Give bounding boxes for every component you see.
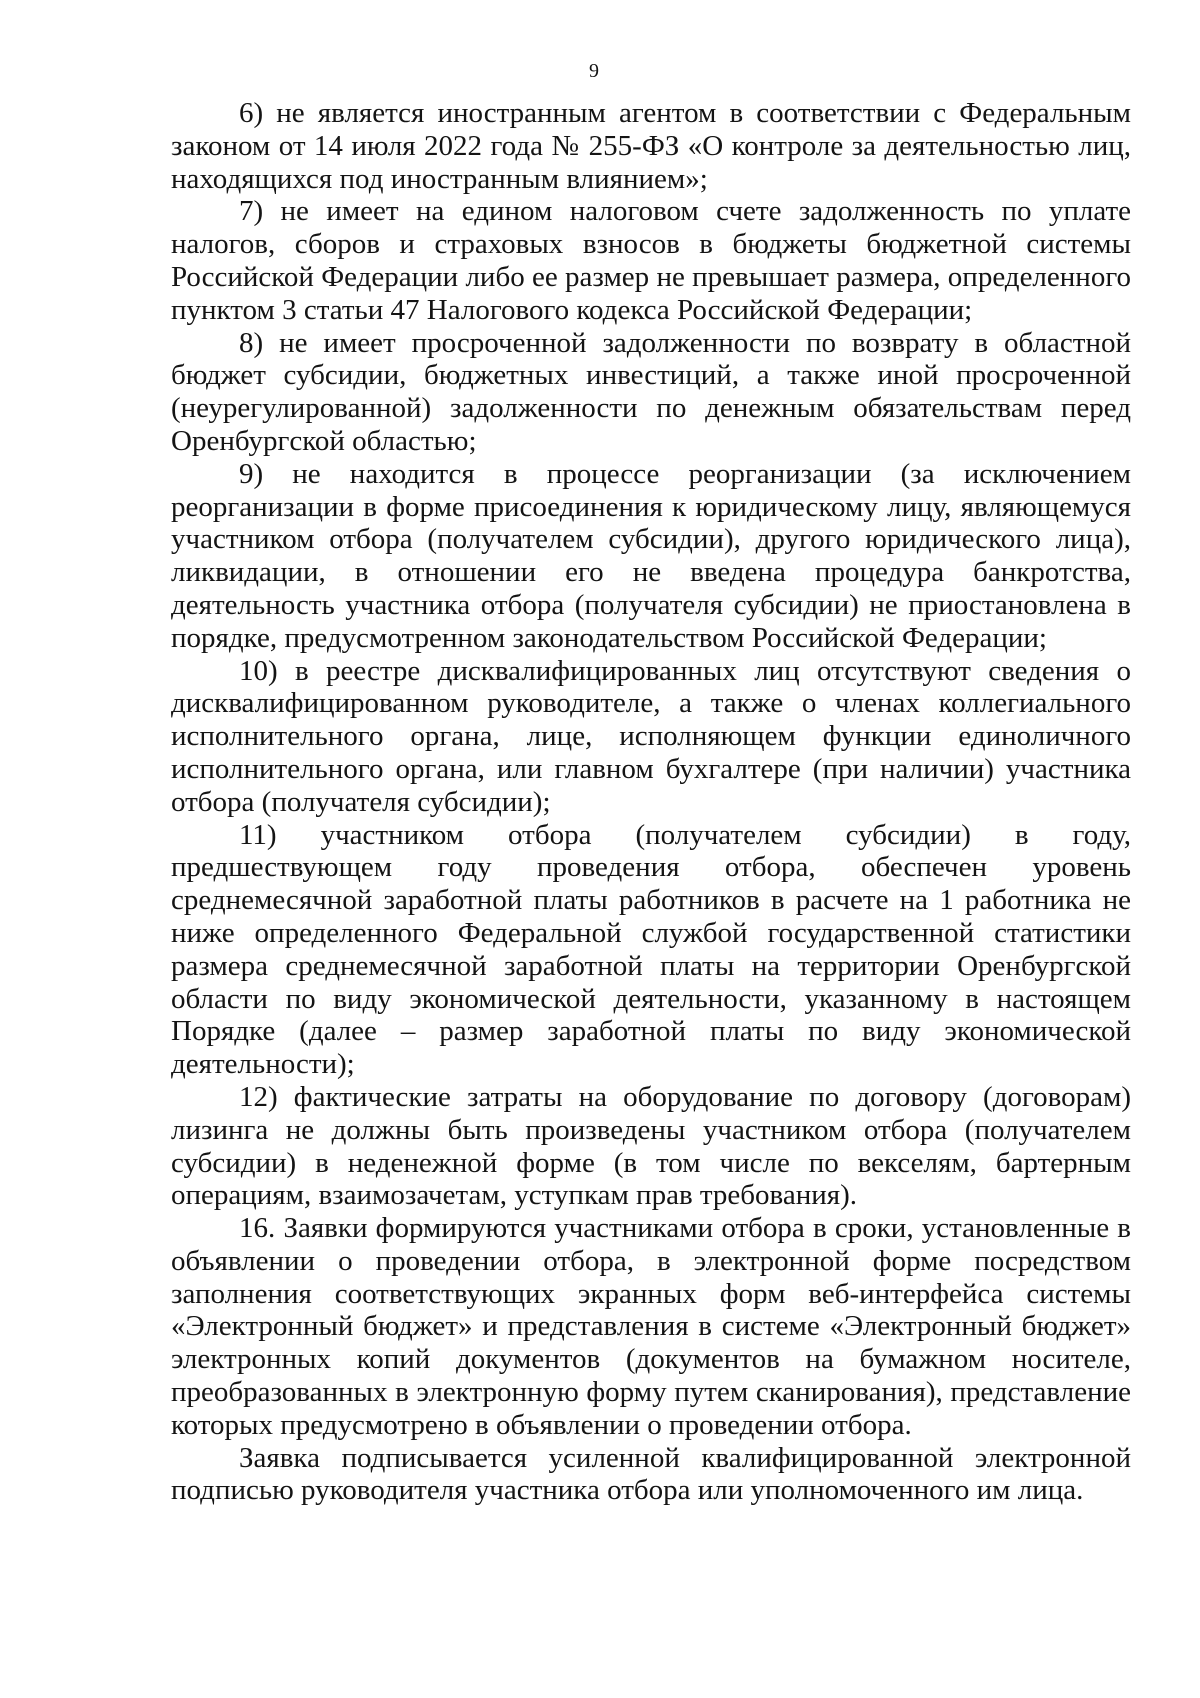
paragraph-clause-16: 16. Заявки формируются участниками отбора в сроки, установленные в объявлении о проведении отбора, в электронной форме посредством заполнения соответствующих экранных форм веб-интерфейса системы «Электронный бюджет» и представления в системе «Электронный бюджет» электронных копий документов (документов на бумажном носителе, преобразованных в электронную форму путем сканирования), представление которых предусмотрено в объявлении о проведении отбора.: [171, 1212, 1131, 1441]
paragraph-item-7: 7) не имеет на едином налоговом счете задолженность по уплате налогов, сборов и страховых взносов в бюджеты бюджетной системы Российской Федерации либо ее размер не превышает размера, определенного пунктом 3 статьи 47 Налогового кодекса Российской Федерации;: [171, 195, 1131, 326]
paragraph-item-10: 10) в реестре дисквалифицированных лиц отсутствуют сведения о дисквалифицированном руководителе, а также о членах коллегиального исполнительного органа, лице, исполняющем функции единоличного исполнительного органа, или главном бухгалтере (при наличии) участника отбора (получателя субсидии);: [171, 654, 1131, 818]
paragraph-signature-requirement: Заявка подписывается усиленной квалифицированной электронной подписью руководителя участника отбора или уполномоченного им лица.: [171, 1441, 1131, 1507]
page-number: 9: [589, 60, 599, 82]
paragraph-item-12: 12) фактические затраты на оборудование по договору (договорам) лизинга не должны быть произведены участником отбора (получателем субсидии) в неденежной форме (в том числе по векселям, бартерным операциям, взаимозачетам, уступкам прав требования).: [171, 1080, 1131, 1212]
paragraph-item-11: 11) участником отбора (получателем субсидии) в году, предшествующем году проведения отбора, обеспечен уровень среднемесячной заработной платы работников в расчете на 1 работника не ниже определенного Федеральной службой государственной статистики размера среднемесячной заработной платы на территории Оренбургской области по виду экономической деятельности, указанному в настоящем Порядке (далее – размер заработной платы по виду экономической деятельности);: [171, 818, 1131, 1081]
paragraph-item-9: 9) не находится в процессе реорганизации (за исключением реорганизации в форме присоединения к юридическому лицу, являющемуся участником отбора (получателем субсидии), другого юридического лица), ликвидации, в отношении его не введена процедура банкротства, деятельность участника отбора (получателя субсидии) не приостановлена в порядке, предусмотренном законодательством Российской Федерации;: [171, 457, 1131, 654]
paragraph-item-6: 6) не является иностранным агентом в соответствии с Федеральным законом от 14 июля 2022 года № 255-ФЗ «О контроле за деятельностью лиц, находящихся под иностранным влиянием»;: [171, 97, 1131, 195]
document-body: [171, 97, 1131, 1507]
paragraph-item-8: 8) не имеет просроченной задолженности по возврату в областной бюджет субсидии, бюджетных инвестиций, а также иной просроченной (неурегулированной) задолженности по денежным обязательствам перед Оренбургской областью;: [171, 326, 1131, 457]
